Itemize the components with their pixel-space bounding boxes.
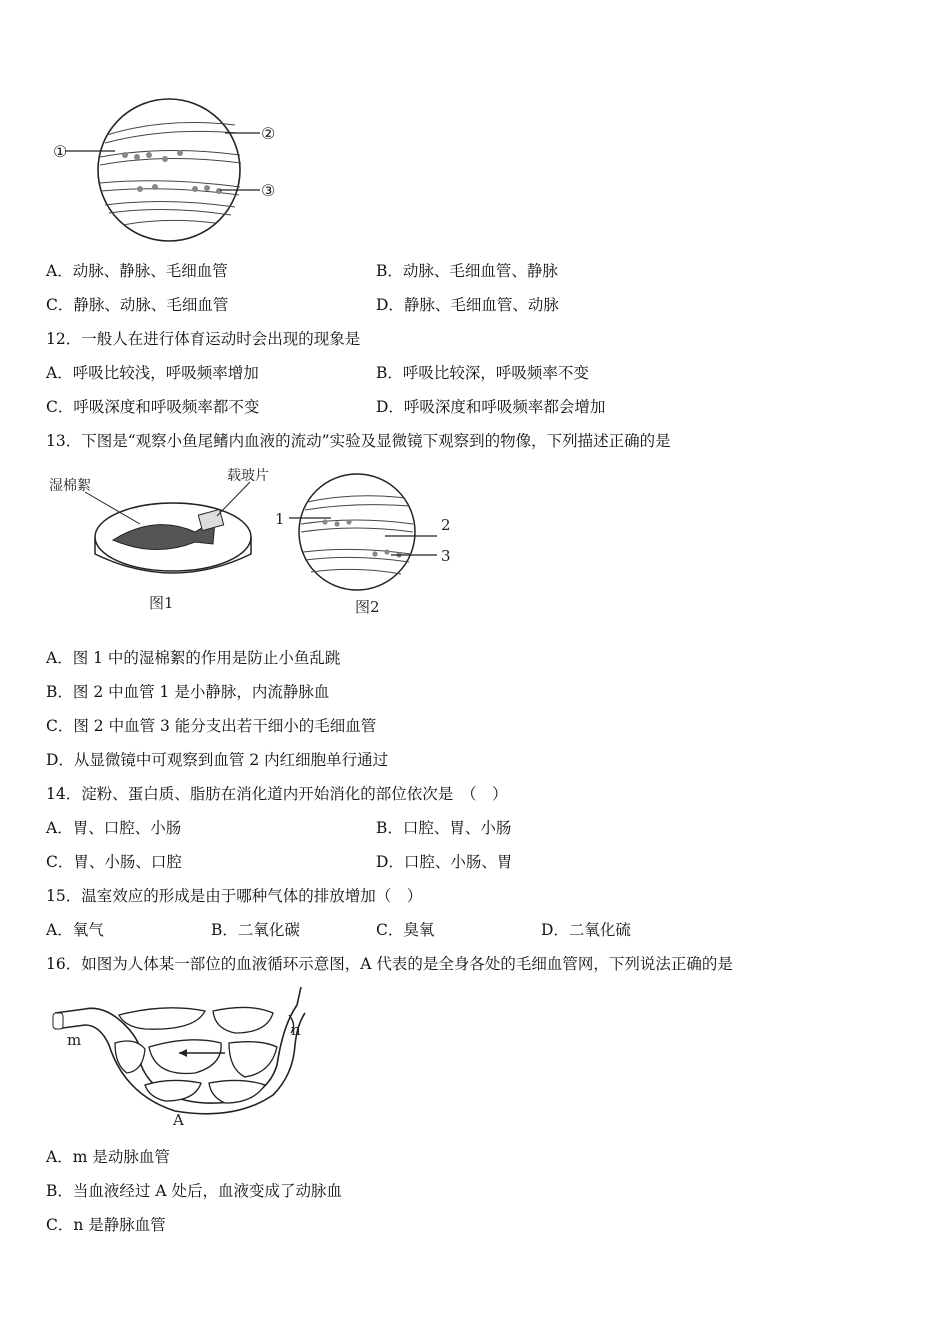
q13-option-d: D．从显微镜中可观察到血管 2 内红细胞单行通过	[46, 751, 389, 769]
capillary-network-figure	[45, 985, 315, 1130]
q16-option-a: A．m 是动脉血管	[46, 1148, 170, 1166]
figure1-label-3: ③	[261, 181, 276, 200]
q14-option-a: A．胃、口腔、小肠	[46, 819, 182, 837]
fig2-label-3: 3	[441, 547, 451, 565]
q16-option-c: C．n 是静脉血管	[46, 1216, 166, 1234]
blood-vessel-microscope-figure	[45, 95, 295, 245]
q12-option-c: C．呼吸深度和呼吸频率都不变	[46, 398, 260, 416]
q12-option-d: D．呼吸深度和呼吸频率都会增加	[376, 398, 606, 416]
q15-stem: 15．温室效应的形成是由于哪种气体的排放增加（ ）	[46, 887, 423, 905]
q11-option-d: D．静脉、毛细血管、动脉	[376, 296, 559, 314]
label-A: A	[173, 1111, 184, 1129]
label-wet-cotton: 湿棉絮	[49, 478, 91, 494]
q14-option-d: D．口腔、小肠、胃	[376, 853, 513, 871]
q14-option-c: C．胃、小肠、口腔	[46, 853, 182, 871]
q13-stem: 13．下图是“观察小鱼尾鳍内血液的流动”实验及显微镜下观察到的物像，下列描述正确的是	[46, 432, 671, 450]
fig2-label-2: 2	[441, 516, 451, 534]
q15-option-d: D．二氧化硫	[541, 921, 631, 939]
label-n: n	[291, 1021, 301, 1039]
q11-option-a: A．动脉、静脉、毛细血管	[46, 262, 228, 280]
q13-option-b: B．图 2 中血管 1 是小静脉，内流静脉血	[46, 683, 330, 701]
caption-fig1: 图1	[149, 594, 174, 612]
q14-stem: 14．淀粉、蛋白质、脂肪在消化道内开始消化的部位依次是 （ ）	[46, 785, 508, 803]
q11-option-b: B．动脉、毛细血管、静脉	[376, 262, 558, 280]
q13-option-a: A．图 1 中的湿棉絮的作用是防止小鱼乱跳	[46, 649, 341, 667]
figure1-label-2: ②	[261, 124, 276, 143]
q12-stem: 12．一般人在进行体育运动时会出现的现象是	[46, 330, 361, 348]
q12-option-a: A．呼吸比较浅，呼吸频率增加	[46, 364, 259, 382]
label-m: m	[67, 1031, 82, 1049]
fish-tail-experiment-figure	[45, 462, 465, 622]
label-slide: 载玻片	[227, 468, 269, 484]
q15-option-a: A．氧气	[46, 921, 104, 939]
q13-option-c: C．图 2 中血管 3 能分支出若干细小的毛细血管	[46, 717, 377, 735]
q15-option-c: C．臭氧	[376, 921, 435, 939]
q12-option-b: B．呼吸比较深，呼吸频率不变	[376, 364, 589, 382]
caption-fig2: 图2	[355, 598, 380, 616]
fig2-label-1: 1	[275, 510, 285, 528]
q15-option-b: B．二氧化碳	[211, 921, 300, 939]
q11-option-c: C．静脉、动脉、毛细血管	[46, 296, 229, 314]
q14-option-b: B．口腔、胃、小肠	[376, 819, 512, 837]
figure1-label-1: ①	[53, 142, 68, 161]
q16-stem: 16．如图为人体某一部位的血液循环示意图，A 代表的是全身各处的毛细血管网，下列说法正确的是	[46, 955, 733, 973]
q16-option-b: B．当血液经过 A 处后，血液变成了动脉血	[46, 1182, 342, 1200]
